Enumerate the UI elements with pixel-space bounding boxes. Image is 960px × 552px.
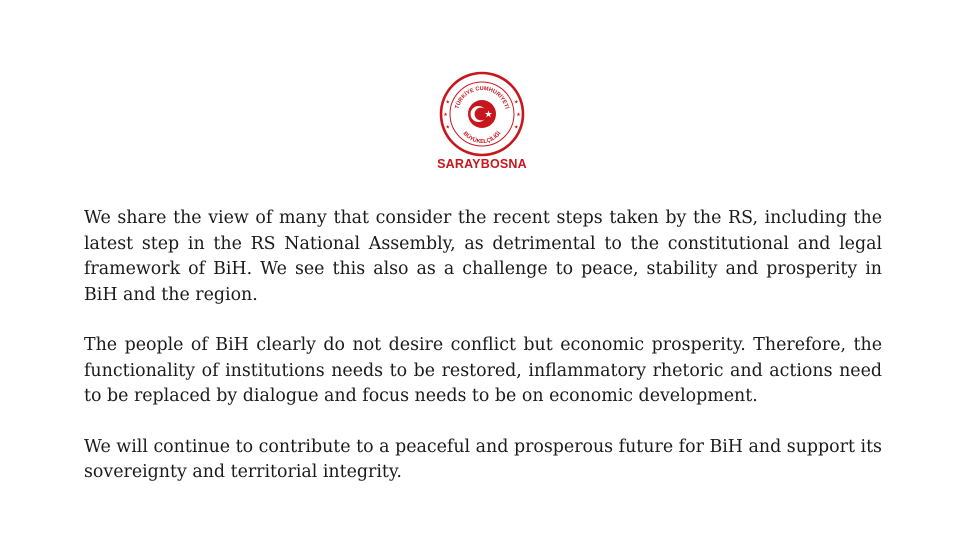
seal-star-icon: ★ [445,124,450,131]
seal-star-icon: ★ [443,111,448,118]
embassy-seal-icon [438,70,526,158]
seal-star-icon: ★ [516,111,521,118]
seal-star-icon: ★ [514,124,519,131]
seal-star-icon: ★ [514,99,519,106]
seal-star-icon: ★ [445,99,450,106]
statement-body [84,206,882,486]
statement-paragraph: We will continue to contribute to a peaceful and prosperous future for BiH and support its sovereignty and territorial integrity. [84,436,882,482]
statement-paragraph: The people of BiH clearly do not desire conflict but economic prosperity. Therefore, the functionality of institutions needs to be restored, inflammatory rhetoric and actions need to be replaced by dialogue and focus needs to be on economic development. [84,335,882,406]
statement-paragraph: We share the view of many that consider the recent steps taken by the RS, including the latest step in the RS National Assembly, as detrimental to the constitutional and legal framework of BiH. We see this also as a challenge to peace, stability and prosperity in BiH and the region. [84,208,882,305]
svg-text:BÜYÜKELÇİLİĞİ: BÜYÜKELÇİLİĞİ [461,130,503,146]
svg-text:TÜRKİYE CUMHURİYETİ: TÜRKİYE CUMHURİYETİ [454,85,510,110]
embassy-location: SARAYBOSNA [437,157,527,171]
